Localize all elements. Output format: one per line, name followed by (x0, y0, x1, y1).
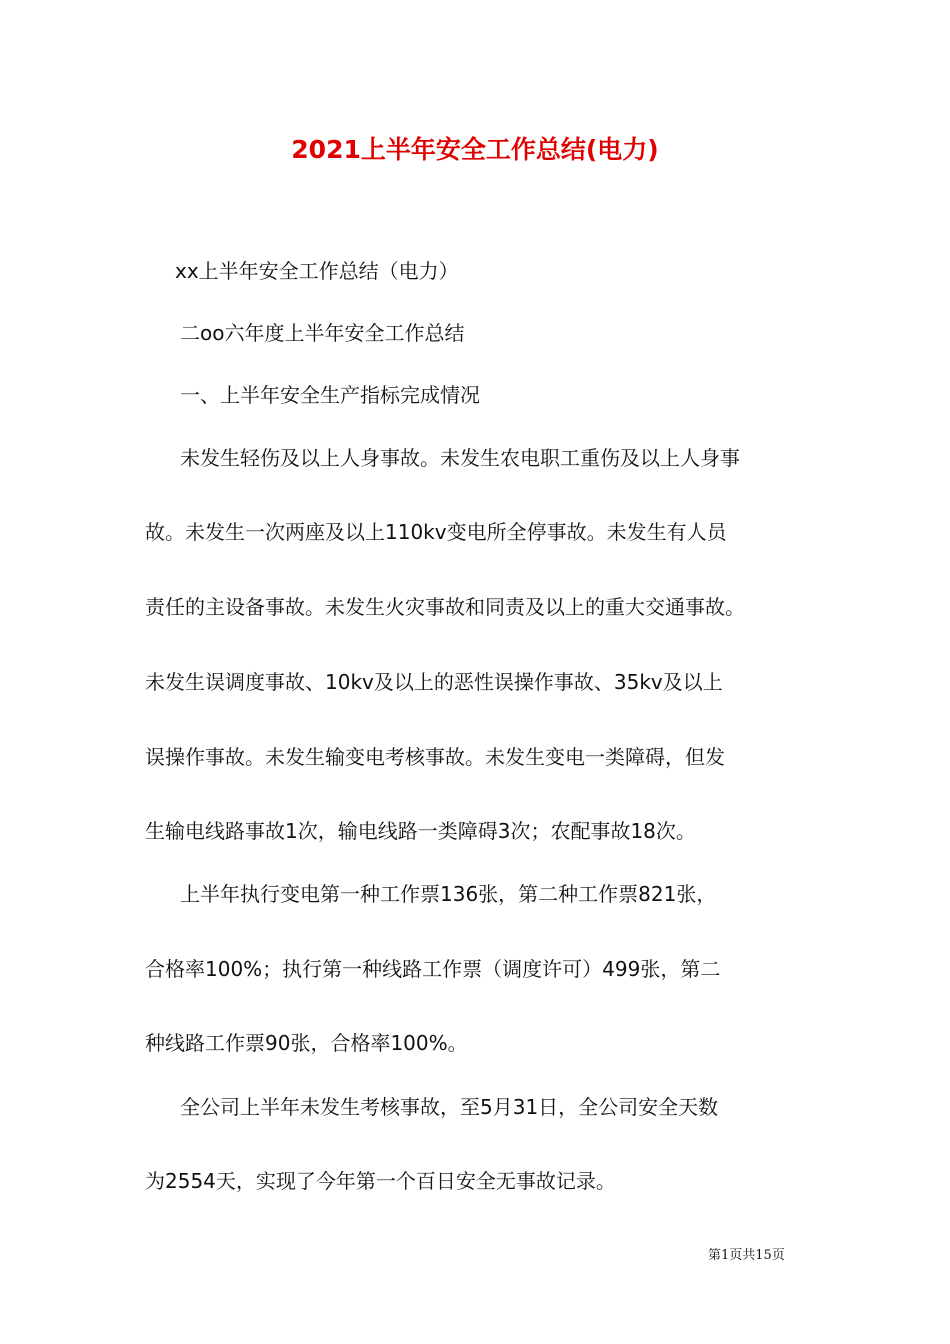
text-line: 未发生误调度事故、10kv及以上的恶性误操作事故、35kv及以上 (145, 670, 723, 694)
text-line: xx上半年安全工作总结（电力） (175, 259, 459, 283)
text-line: 合格率100%；执行第一种线路工作票（调度许可）499张，第二 (145, 957, 721, 981)
text-line: 未发生轻伤及以上人身事故。未发生农电职工重伤及以上人身事 (180, 446, 740, 470)
text-line: 上半年执行变电第一种工作票136张，第二种工作票821张， (180, 882, 717, 906)
text-line: 责任的主设备事故。未发生火灾事故和同责及以上的重大交通事故。 (145, 595, 745, 619)
page-number: 第1页共15页 (708, 1248, 785, 1263)
text-line: 二oo六年度上半年安全工作总结 (180, 321, 465, 345)
text-line: 种线路工作票90张，合格率100%。 (145, 1031, 468, 1055)
text-line: 故。未发生一次两座及以上110kv变电所全停事故。未发生有人员 (145, 520, 727, 544)
text-line: 一、上半年安全生产指标完成情况 (180, 383, 480, 407)
text-line: 全公司上半年未发生考核事故，至5月31日，全公司安全天数 (180, 1095, 719, 1119)
text-line: 生输电线路事故1次，输电线路一类障碍3次；农配事故18次。 (145, 819, 696, 843)
document-title: 2021上半年安全工作总结(电力) (291, 135, 659, 164)
text-line: 为2554天，实现了今年第一个百日安全无事故记录。 (145, 1169, 616, 1193)
text-line: 误操作事故。未发生输变电考核事故。未发生变电一类障碍，但发 (145, 745, 725, 769)
